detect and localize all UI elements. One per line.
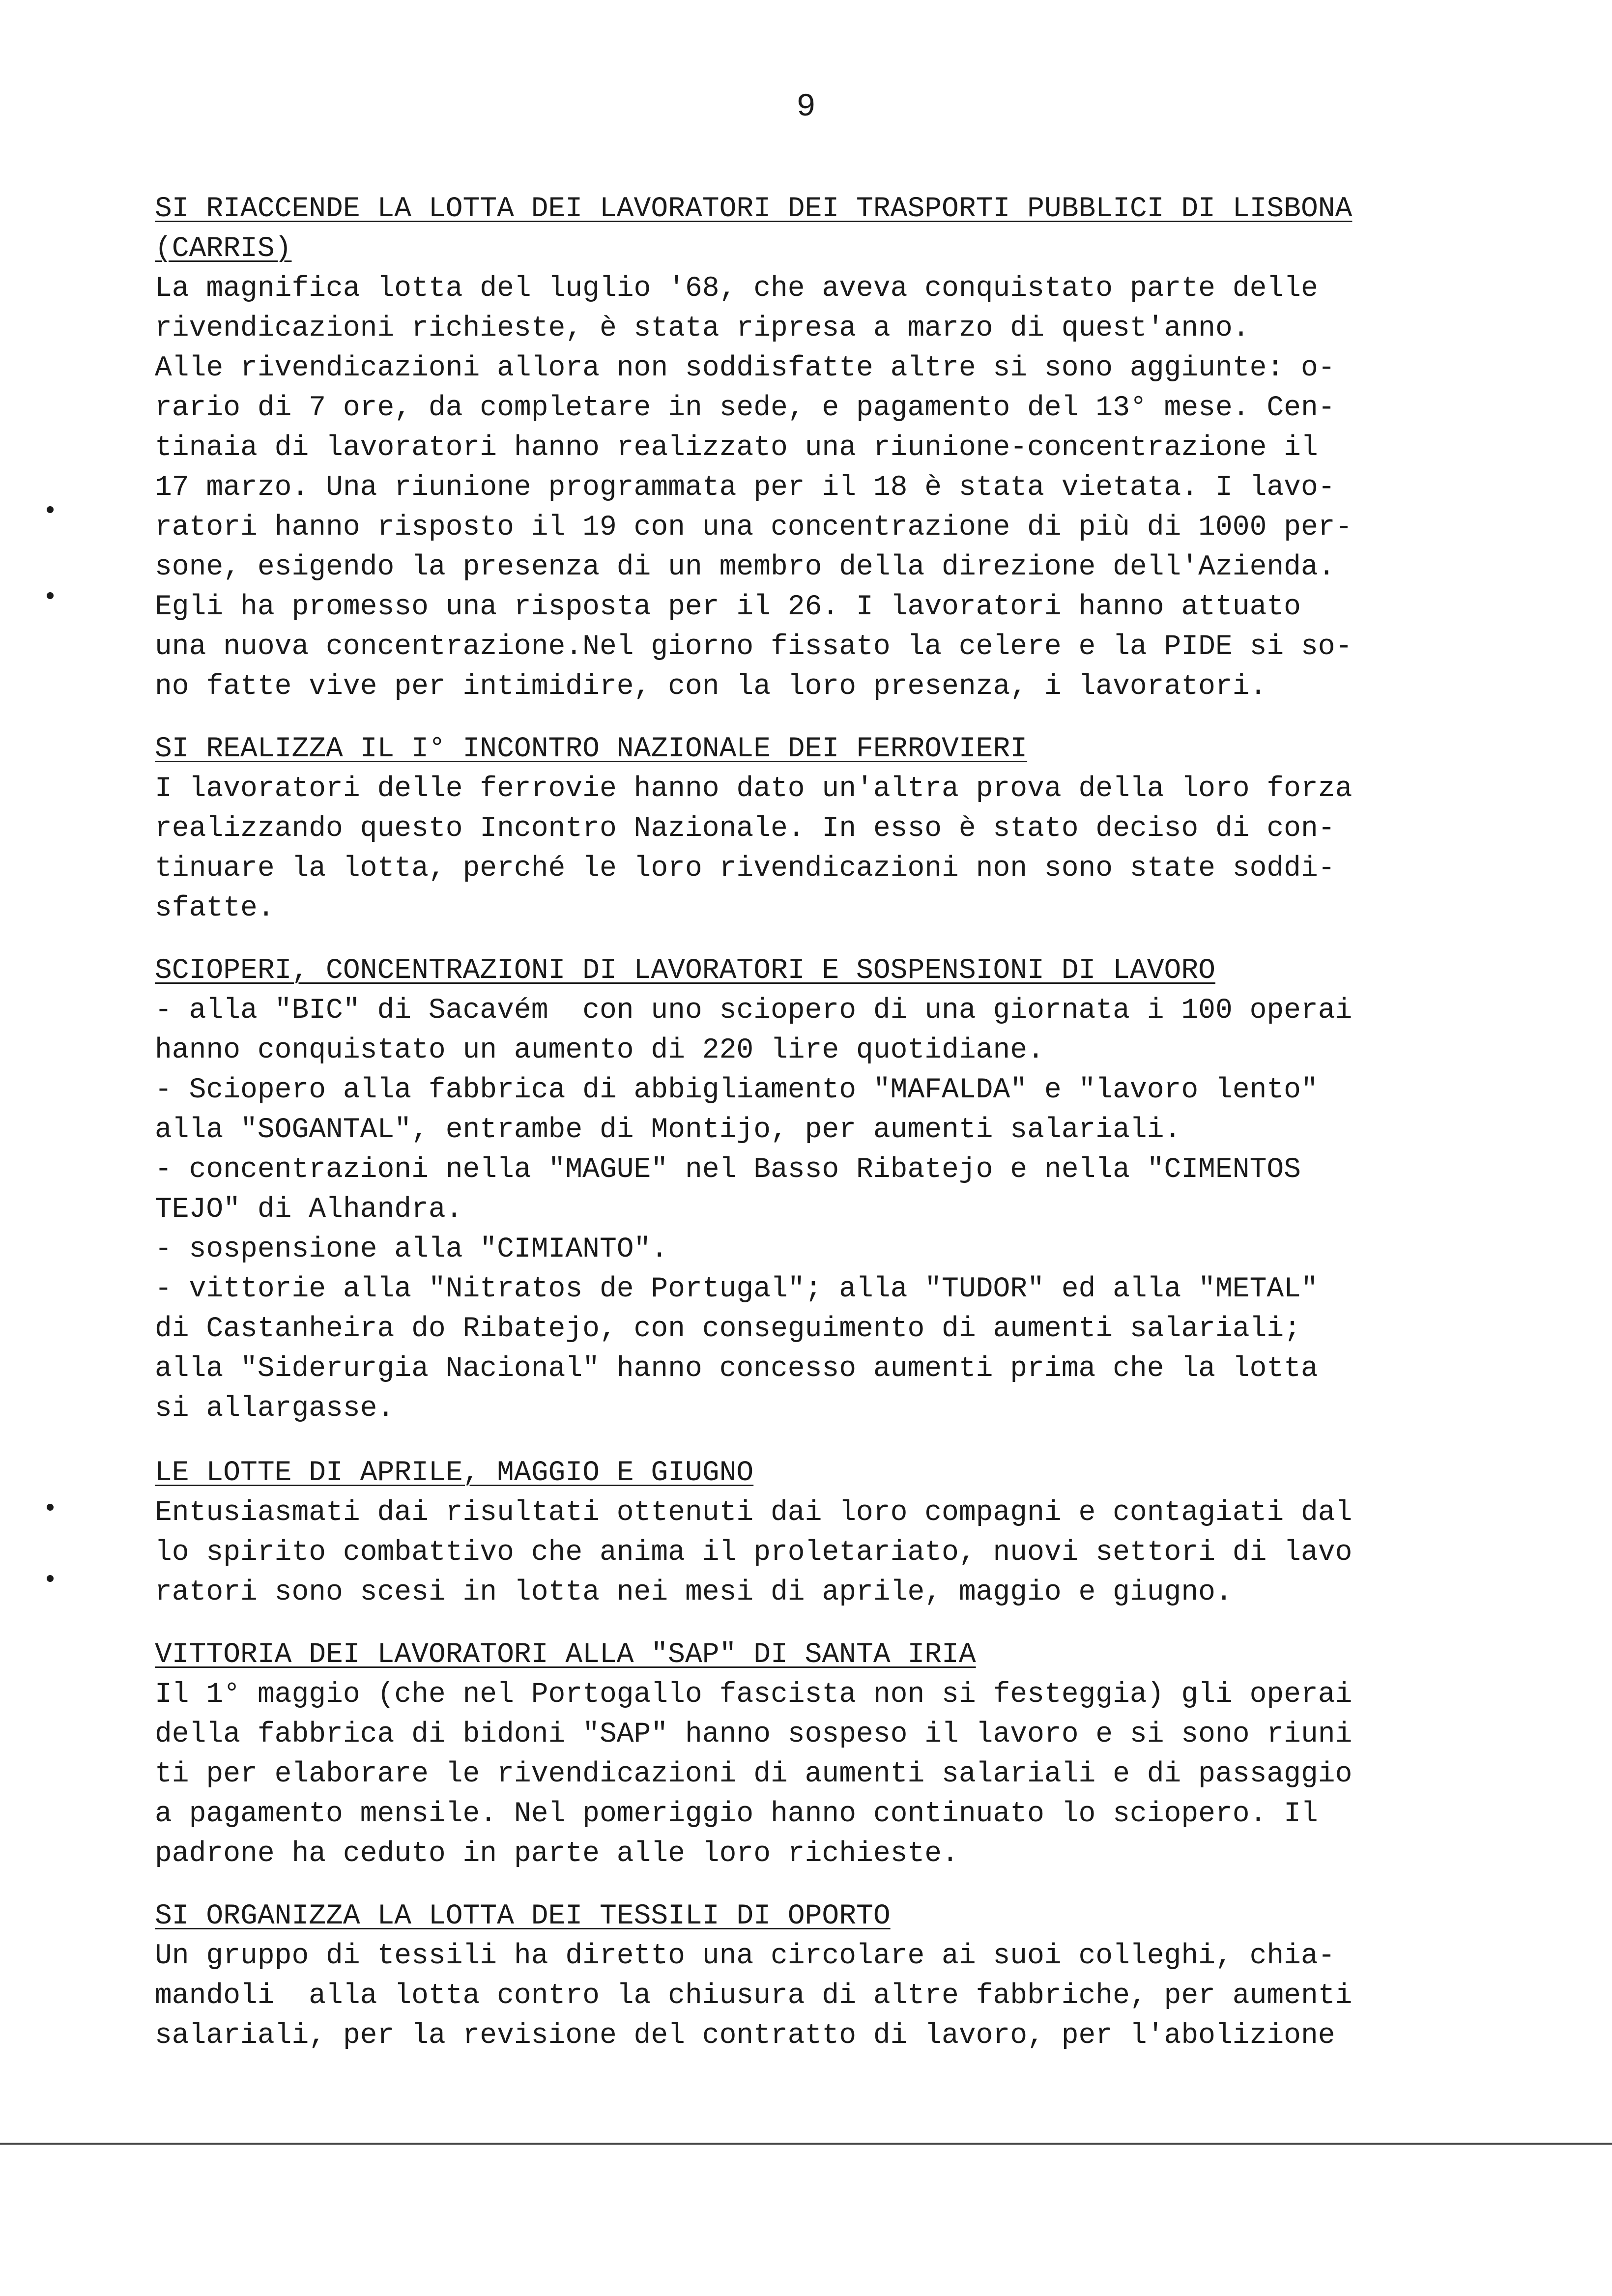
text-line: La magnifica lotta del luglio '68, che aveva conquistato parte delle <box>155 273 1318 305</box>
text-line: Alle rivendicazioni allora non soddisfatte altre si sono aggiunte: o- <box>155 352 1335 384</box>
text-line: rario di 7 ore, da completare in sede, e pagamento del 13° mese. Cen- <box>155 392 1335 424</box>
text-line: si allargasse. <box>155 1393 395 1425</box>
margin-dot <box>47 506 54 513</box>
text-line: Un gruppo di tessili ha diretto una circolare ai suoi colleghi, chia- <box>155 1940 1335 1972</box>
text-line: della fabbrica di bidoni "SAP" hanno sospeso il lavoro e si sono riuni <box>155 1719 1353 1751</box>
text-line: sfatte. <box>155 892 275 924</box>
text-line: - alla "BIC" di Sacavém con uno sciopero di una giornata i 100 operai <box>155 995 1353 1027</box>
page-content <box>155 189 1570 2056</box>
text-line: Egli ha promesso una risposta per il 26. I lavoratori hanno attuato <box>155 591 1301 623</box>
text-line: Il 1° maggio (che nel Portogallo fascista non si festeggia) gli operai <box>155 1679 1353 1711</box>
section-heading: VITTORIA DEI LAVORATORI ALLA "SAP" DI SANTA IRIA <box>155 1639 976 1671</box>
section-ferrovieri <box>155 729 1570 928</box>
text-line: realizzando questo Incontro Nazionale. In esso è stato deciso di con- <box>155 813 1335 845</box>
margin-dot <box>47 1575 54 1582</box>
text-line: - Sciopero alla fabbrica di abbigliamento "MAFALDA" e "lavoro lento" <box>155 1074 1318 1106</box>
section-heading: SCIOPERI, CONCENTRAZIONI DI LAVORATORI E SOSPENSIONI DI LAVORO <box>155 955 1215 987</box>
text-line: lo spirito combattivo che anima il proletariato, nuovi settori di lavo <box>155 1537 1353 1569</box>
spacer <box>155 1429 1570 1453</box>
text-line: padrone ha ceduto in parte alle loro richieste. <box>155 1838 959 1870</box>
text-line: hanno conquistato un aumento di 220 lire quotidiane. <box>155 1034 1044 1066</box>
text-line: - sospensione alla "CIMIANTO". <box>155 1234 668 1265</box>
section-heading: SI ORGANIZZA LA LOTTA DEI TESSILI DI OPORTO <box>155 1900 891 1932</box>
section-lotte-aprile-giugno <box>155 1453 1570 1612</box>
text-line: tinuare la lotta, perché le loro rivendicazioni non sono state soddi- <box>155 853 1335 885</box>
text-line: Entusiasmati dai risultati ottenuti dai loro compagni e contagiati dal <box>155 1497 1353 1529</box>
text-line: rivendicazioni richieste, è stata ripresa a marzo di quest'anno. <box>155 313 1250 344</box>
page-number: 9 <box>796 88 816 125</box>
text-line: ratori hanno risposto il 19 con una concentrazione di più di 1000 per- <box>155 512 1353 544</box>
section-heading: SI REALIZZA IL I° INCONTRO NAZIONALE DEI FERROVIERI <box>155 733 1028 765</box>
margin-dot <box>47 592 54 599</box>
text-line: I lavoratori delle ferrovie hanno dato un'altra prova della loro forza <box>155 773 1353 805</box>
text-line: - concentrazioni nella "MAGUE" nel Basso Ribatejo e nella "CIMENTOS <box>155 1154 1301 1186</box>
text-line: a pagamento mensile. Nel pomeriggio hanno continuato lo sciopero. Il <box>155 1798 1318 1830</box>
section-tessili-oporto <box>155 1896 1570 2056</box>
section-carris <box>155 189 1570 707</box>
text-line: mandoli alla lotta contro la chiusura di altre fabbriche, per aumenti <box>155 1980 1353 2012</box>
text-line: tinaia di lavoratori hanno realizzato una riunione-concentrazione il <box>155 432 1318 464</box>
bottom-rule <box>0 2143 1612 2145</box>
text-line: 17 marzo. Una riunione programmata per il 18 è stata vietata. I lavo- <box>155 472 1335 504</box>
text-line: - vittorie alla "Nitratos de Portugal"; alla "TUDOR" ed alla "METAL" <box>155 1273 1318 1305</box>
text-line: ti per elaborare le rivendicazioni di aumenti salariali e di passaggio <box>155 1758 1353 1790</box>
text-line: di Castanheira do Ribatejo, con conseguimento di aumenti salariali; <box>155 1313 1301 1345</box>
margin-dot <box>47 1504 54 1511</box>
text-line: una nuova concentrazione.Nel giorno fissato la celere e la PIDE si so- <box>155 631 1353 663</box>
section-sap <box>155 1635 1570 1874</box>
section-heading: (CARRIS) <box>155 233 292 265</box>
section-heading: LE LOTTE DI APRILE, MAGGIO E GIUGNO <box>155 1457 754 1489</box>
text-line: salariali, per la revisione del contratto di lavoro, per l'abolizione <box>155 2020 1335 2052</box>
text-line: alla "SOGANTAL", entrambe di Montijo, per aumenti salariali. <box>155 1114 1181 1146</box>
text-line: no fatte vive per intimidire, con la loro presenza, i lavoratori. <box>155 671 1267 703</box>
text-line: TEJO" di Alhandra. <box>155 1194 463 1226</box>
text-line: sone, esigendo la presenza di un membro della direzione dell'Azienda. <box>155 551 1335 583</box>
section-scioperi <box>155 951 1570 1429</box>
text-line: ratori sono scesi in lotta nei mesi di aprile, maggio e giugno. <box>155 1577 1233 1608</box>
section-heading: SI RIACCENDE LA LOTTA DEI LAVORATORI DEI TRASPORTI PUBBLICI DI LISBONA <box>155 193 1353 225</box>
text-line: alla "Siderurgia Nacional" hanno concesso aumenti prima che la lotta <box>155 1353 1318 1385</box>
